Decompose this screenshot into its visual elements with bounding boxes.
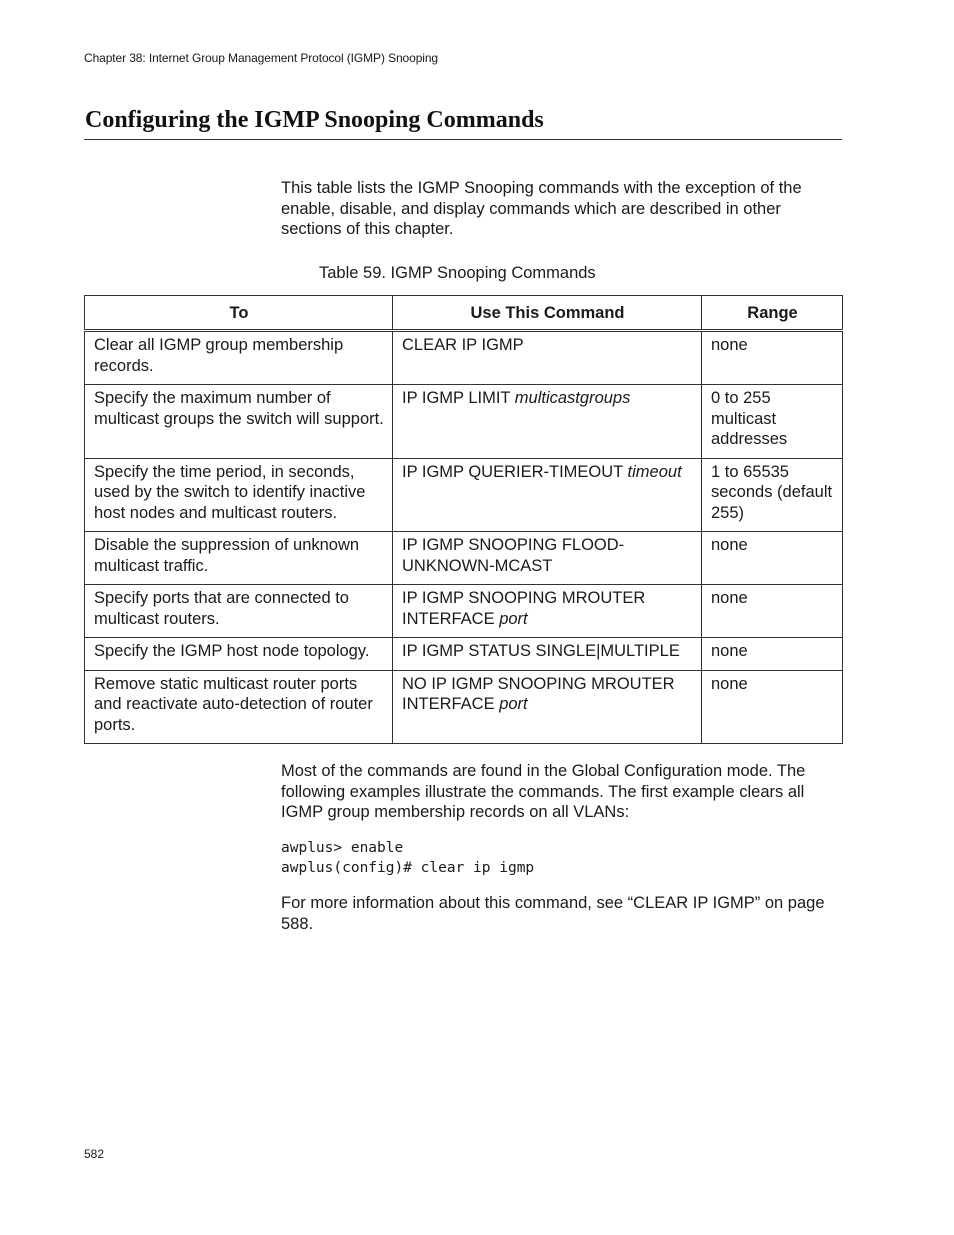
cell-range: none: [702, 331, 843, 385]
table-row: [85, 458, 843, 532]
header-command: Use This Command: [393, 296, 702, 331]
cell-to: Specify the maximum number of multicast groups the switch will support.: [85, 385, 393, 459]
command-param: multicastgroups: [514, 389, 631, 407]
cell-command: [393, 385, 702, 459]
commands-table: [84, 295, 843, 744]
reference-paragraph: For more information about this command, see “CLEAR IP IGMP” on page 588.: [281, 894, 825, 933]
page-number: 582: [84, 1147, 105, 1161]
command-text: NO IP IGMP SNOOPING MROUTER INTERFACE: [402, 674, 675, 713]
command-text: IP IGMP QUERIER-TIMEOUT: [402, 462, 623, 481]
cell-range: 0 to 255 multicast addresses: [702, 385, 843, 459]
cell-command: [393, 670, 702, 744]
code-line: awplus> enable: [281, 840, 404, 856]
running-header: Chapter 38: Internet Group Management Protocol (IGMP) Snooping: [84, 51, 438, 65]
command-text: IP IGMP STATUS SINGLE|MULTIPLE: [402, 642, 680, 660]
cell-to: Disable the suppression of unknown multicast traffic.: [85, 532, 393, 585]
table-row: [85, 385, 843, 459]
table-row: [85, 532, 843, 585]
cell-command: [393, 458, 702, 532]
cell-range: none: [702, 585, 843, 638]
title-rule: [84, 139, 842, 140]
table-row: [85, 331, 843, 385]
cell-command: [393, 331, 702, 385]
header-range: Range: [702, 296, 843, 331]
command-param: port: [499, 609, 528, 628]
table-caption: Table 59. IGMP Snooping Commands: [319, 264, 596, 282]
command-text: IP IGMP LIMIT: [402, 389, 511, 407]
table-row: [85, 585, 843, 638]
cell-command: [393, 638, 702, 671]
body-paragraph: Most of the commands are found in the Global Configuration mode. The following examples illustrate the commands. The first example clears all IGMP group membership records on all VLANs:: [281, 762, 806, 821]
cell-range: none: [702, 532, 843, 585]
cell-range: none: [702, 638, 843, 671]
command-text: IP IGMP SNOOPING MROUTER INTERFACE: [402, 589, 646, 628]
cell-to: Clear all IGMP group membership records.: [85, 331, 393, 385]
command-text: IP IGMP SNOOPING FLOOD-UNKNOWN-MCAST: [402, 536, 625, 575]
command-param: port: [499, 695, 528, 713]
code-line: awplus(config)# clear ip igmp: [281, 860, 535, 876]
intro-paragraph: This table lists the IGMP Snooping commands with the exception of the enable, disable, and display commands which are described in other sections of this chapter.: [281, 179, 802, 238]
cell-to: Remove static multicast router ports and reactivate auto-detection of router ports.: [85, 670, 393, 744]
header-to: To: [85, 296, 393, 331]
command-text: CLEAR IP IGMP: [402, 336, 524, 354]
cell-to: Specify the IGMP host node topology.: [85, 638, 393, 671]
code-example: [281, 838, 534, 878]
cell-command: [393, 532, 702, 585]
table-row: [85, 670, 843, 744]
cell-to: Specify ports that are connected to multicast routers.: [85, 585, 393, 638]
table-row: [85, 638, 843, 671]
command-param: timeout: [627, 462, 682, 481]
cell-to: Specify the time period, in seconds, used by the switch to identify inactive host nodes and multicast routers.: [85, 458, 393, 532]
cell-range: none: [702, 670, 843, 744]
cell-range: 1 to 65535 seconds (default 255): [702, 458, 843, 532]
section-title: Configuring the IGMP Snooping Commands: [85, 107, 544, 133]
table-header-row: [85, 296, 843, 331]
cell-command: [393, 585, 702, 638]
